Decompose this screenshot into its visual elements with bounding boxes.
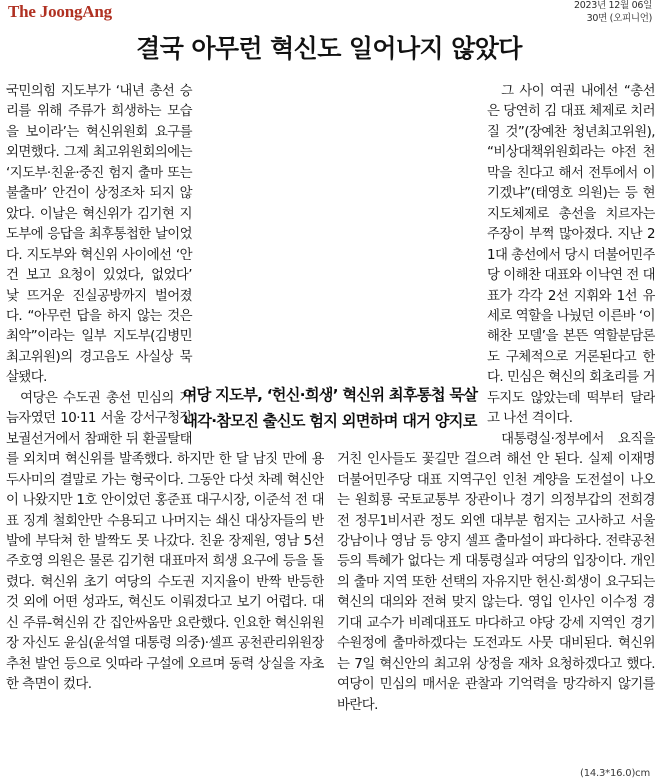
pull-quote-line-1: 여당 지도부, ‘헌신·희생’ 혁신위 최후통첩 묵살 — [182, 386, 478, 404]
pull-quote — [150, 382, 510, 434]
article-body — [0, 82, 658, 772]
page-title: 결국 아무런 혁신도 일어나지 않았다 — [136, 34, 522, 63]
paragraph: 대통령실·정부에서 요직을 거친 인사들도 꽃길만 걸으려 해선 안 된다. 실제 이재명 더불어민주당 대표 지역구인 인천 계양을 도전설이 나오는 원희룡 국토교통부 장관이나 경기 의정부갑의 전희경 전 정무1비서관 정도 외엔 대부분 험지는 고사하고 서울 강남이나 영남 등 양지 셀프 출마설이 파다하다. 전략공천 등의 특혜가 없다는 게 대통령실과 여당의 입장이다. 개인의 출마 지역 또한 선택의 자유지만 헌신·희생이 요구되는 혁신의 대의와 전혀 맞지 않는다. 영입 인사인 이수정 경기대 교수가 비례대표도 마다하고 야당 강세 지역인 경기 수원정에 출마하겠다는 도전과도 사뭇 대비된다. 혁신위는 7일 혁신안의 최고위 상정을 재차 요청하겠다고 했다. 여당이 민심의 매서운 관찰과 기억력을 망각하지 않기를 바란다. — [337, 431, 655, 713]
paragraph: 여당은 수도권 총선 민심의 가늠자였던 10·11 서울 강서구청장 보궐선거에서 참패한 뒤 환골탈태를 외치며 혁신위를 발족했다. 하지만 한 달 남짓 만에 용두사미의 결말로 가는 형국이다. 그동안 다섯 차례 혁신안이 나왔지만 1호 안이었던 홍준표 대구시장, 이준석 전 대표 징계 철회안만 수용되고 나머지는 쇄신 대상자들의 반발에 부닥쳐 한 발짝도 못 나갔다. 친윤 장제원, 영남 5선 주호영 의원은 물론 김기현 대표마저 희생 요구에 등을 돌렸다. 혁신위 초기 여당의 수도권 지지율이 반짝 반등한 것 외에 어떤 성과도, 혁신도 이뤄졌다고 보기 어렵다. 대신 주류-혁신위 간 집안싸움만 요란했다. 인요한 혁신위원장 자신도 윤심(윤석열 대통령 의중)·셀프 공천관리위원장 추천 발언 등으로 잇따라 구설에 오르며 동력 상실을 자초한 측면이 컸다. — [6, 390, 324, 693]
issue-date: 2023년 12월 06일 — [573, 0, 652, 11]
paragraph: 국민의힘 지도부가 ‘내년 총선 승리를 위해 주류가 희생하는 모습을 보이라’는 혁신위원회 요구를 외면했다. 그제 최고위원회의에는 ‘지도부·친윤·중진 험지 출마 또는 불출마’ 안건이 상정조차 되지 않았다. 이날은 혁신위가 김기현 지도부에 응답을 최후통첩한 날이었다. 지도부와 혁신위 사이에선 ‘안건 보고 요청이 있었다, 없었다’ 낯 뜨거운 진실공방까지 벌어졌다. “아무런 답을 하지 않는 것은 최악”이라는 일부 지도부(김병민 최고위원)의 경고음도 사실상 묵살됐다. — [6, 84, 192, 386]
joongang-logo[interactable]: The JoongAng — [8, 2, 112, 21]
clipping-size-note: (14.3*16.0)cm — [580, 768, 650, 779]
issue-info — [574, 0, 652, 25]
issue-page-section: 30면 (오피니언) — [586, 12, 652, 24]
masthead — [0, 0, 658, 26]
pull-quote-line-2: 내각·참모진 출신도 험지 외면하며 대거 양지로 — [183, 412, 477, 430]
paragraph: 그 사이 여권 내에선 “총선은 당연히 김 대표 체제로 치러질 것”(장예찬 청년최고위원), “비상대책위원회라는 야전 천막을 친다고 해서 전투에서 이기겠냐”(태영호 의원)는 등 현 지도체제로 총선을 치르자는 주장이 부쩍 많아졌다. 지난 21대 총선에서 당시 더불어민주당 이해찬 대표와 이낙연 전 대표가 각각 2선 지휘와 1선 유세로 역할을 나눴던 이른바 ‘이해찬 모델’을 본뜬 역할분담론도 구체적으로 거론된다고 한다. 민심은 혁신의 회초리를 거두지도 않았는데 떡부터 달라고 나선 격이다. — [487, 84, 655, 427]
